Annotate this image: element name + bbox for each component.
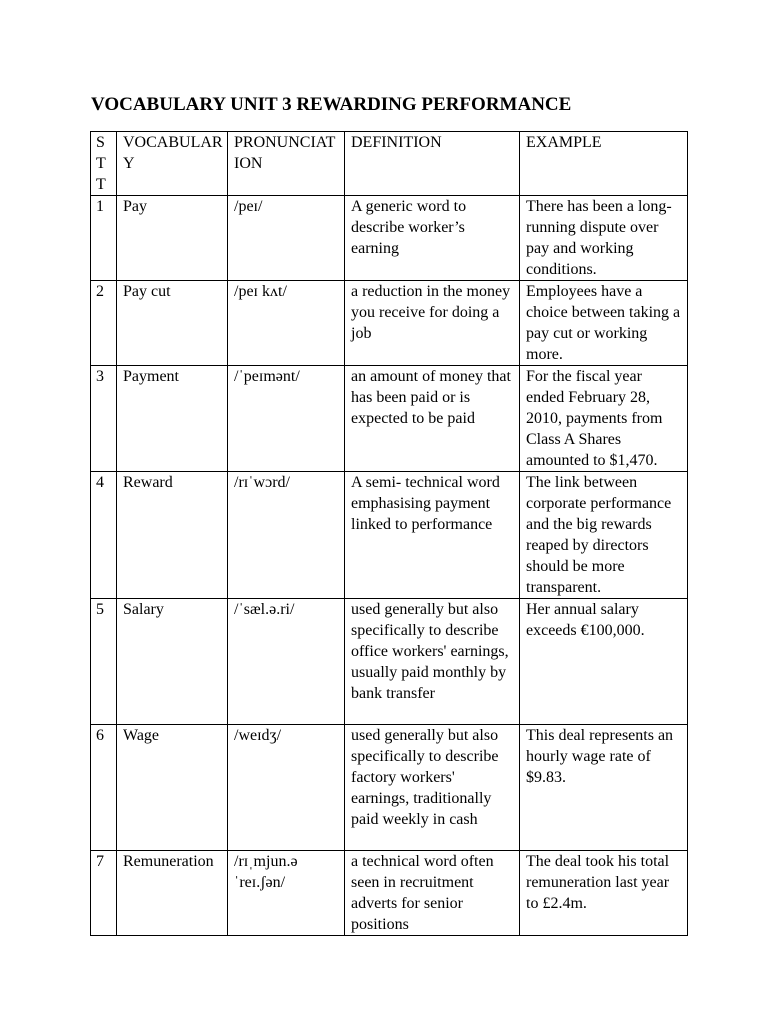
cell-example: Her annual salary exceeds €100,000. [520,599,688,725]
cell-definition: used generally but also specifically to describe factory workers' earnings, traditionally paid weekly in cash [345,725,520,851]
cell-stt: 2 [91,281,117,366]
cell-pronunciation: /rɪˈwɔrd/ [228,472,345,599]
cell-example: There has been a long-running dispute over pay and working conditions. [520,196,688,281]
document-title: VOCABULARY UNIT 3 REWARDING PERFORMANCE [91,94,572,115]
cell-definition: a reduction in the money you receive for doing a job [345,281,520,366]
cell-stt: 4 [91,472,117,599]
cell-stt: 1 [91,196,117,281]
cell-vocabulary: Wage [117,725,228,851]
cell-example: The deal took his total remuneration last year to £2.4m. [520,851,688,936]
header-example: EXAMPLE [520,132,688,196]
vocabulary-table [90,131,688,936]
table-row [91,599,688,725]
cell-example: This deal represents an hourly wage rate of $9.83. [520,725,688,851]
table-row [91,196,688,281]
cell-vocabulary: Payment [117,366,228,472]
table-row [91,281,688,366]
header-vocabulary: VOCABULARY [117,132,228,196]
cell-definition: A generic word to describe worker’s earning [345,196,520,281]
header-pronunciation: PRONUNCIATION [228,132,345,196]
header-definition: DEFINITION [345,132,520,196]
cell-vocabulary: Salary [117,599,228,725]
table-row [91,725,688,851]
header-stt: STT [91,132,117,196]
cell-vocabulary: Remuneration [117,851,228,936]
cell-stt: 3 [91,366,117,472]
cell-example: The link between corporate performance and the big rewards reaped by directors should be more transparent. [520,472,688,599]
cell-definition: used generally but also specifically to describe office workers' earnings, usually paid monthly by bank transfer [345,599,520,725]
cell-pronunciation: /ˈpeɪmənt/ [228,366,345,472]
cell-pronunciation: /rɪˌmjun.ə ˈreɪ.ʃən/ [228,851,345,936]
table-row [91,366,688,472]
cell-vocabulary: Pay cut [117,281,228,366]
cell-pronunciation: /peɪ/ [228,196,345,281]
table-row [91,851,688,936]
cell-pronunciation: /weɪdʒ/ [228,725,345,851]
table-row [91,472,688,599]
table-header-row [91,132,688,196]
cell-stt: 7 [91,851,117,936]
cell-definition: A semi- technical word emphasising payment linked to performance [345,472,520,599]
cell-pronunciation: /ˈsæl.ə.ri/ [228,599,345,725]
cell-example: Employees have a choice between taking a pay cut or working more. [520,281,688,366]
cell-vocabulary: Pay [117,196,228,281]
cell-stt: 6 [91,725,117,851]
cell-stt: 5 [91,599,117,725]
cell-definition: an amount of money that has been paid or is expected to be paid [345,366,520,472]
cell-definition: a technical word often seen in recruitment adverts for senior positions [345,851,520,936]
cell-example: For the fiscal year ended February 28, 2010, payments from Class A Shares amounted to $1,470. [520,366,688,472]
cell-pronunciation: /peɪ kʌt/ [228,281,345,366]
cell-vocabulary: Reward [117,472,228,599]
